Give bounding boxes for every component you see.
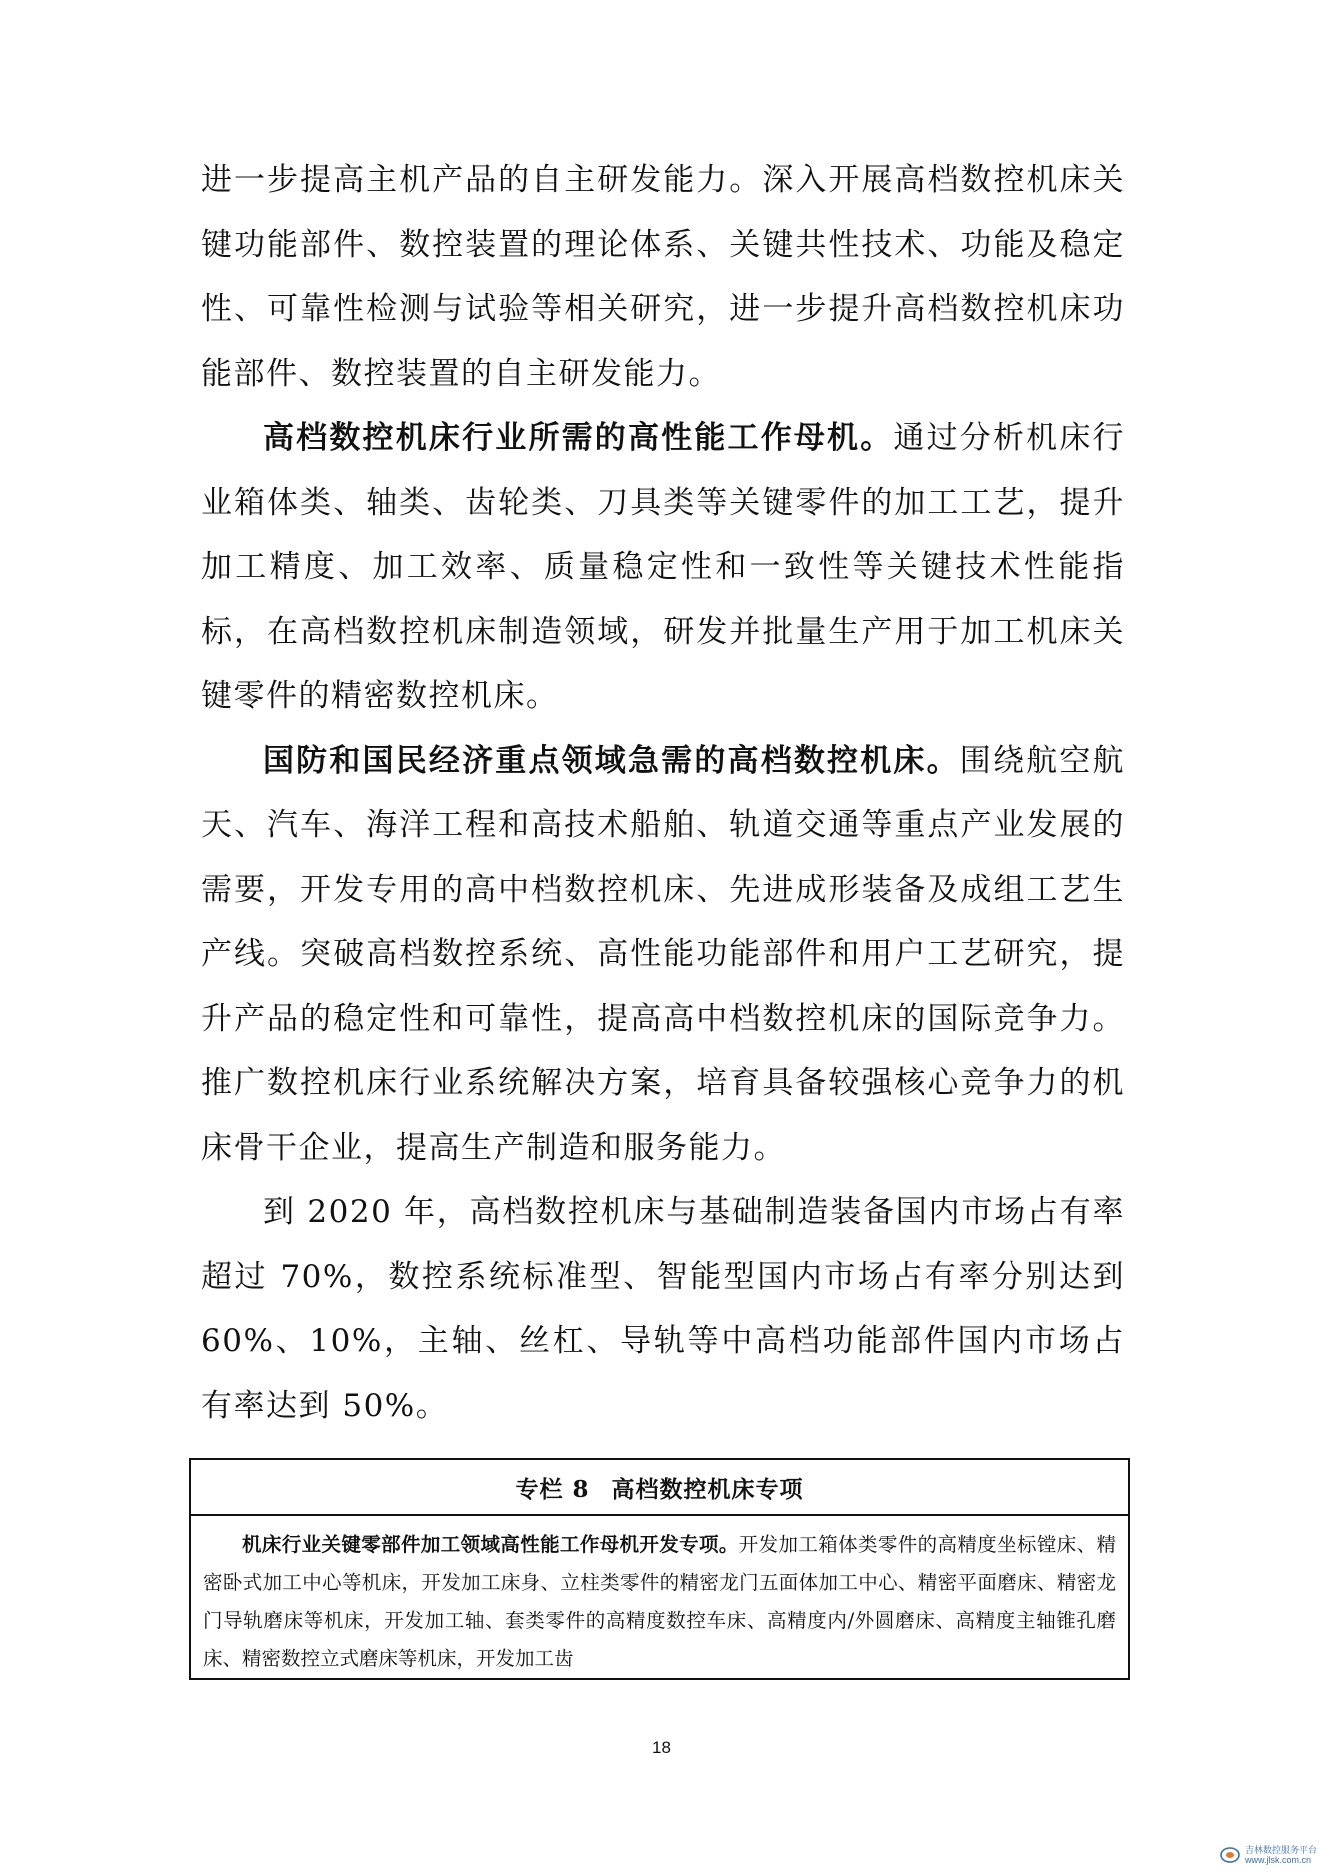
column-box-paragraph — [203, 1526, 1116, 1678]
paragraph-2-heading: 高档数控机床行业所需的高性能工作母机。 — [263, 420, 894, 456]
paragraph-1 — [201, 148, 1125, 406]
paragraph-1-text: 进一步提高主机产品的自主研发能力。深入开展高档数控机床关键功能部件、数控装置的理论体系、关键共性技术、功能及稳定性、可靠性检测与试验等相关研究，进一步提升高档数控机床功能部件、数控装置的自主研发能力。 — [201, 162, 1125, 392]
column-box-title — [191, 1460, 1128, 1516]
watermark — [1219, 1845, 1317, 1865]
paragraph-2 — [201, 406, 1125, 729]
column-box-item-heading: 机床行业关键零部件加工领域高性能工作母机开发专项。 — [242, 1533, 739, 1556]
paragraph-4 — [201, 1180, 1125, 1438]
watermark-line-2: www.jlsk.com.cn — [1244, 1855, 1311, 1865]
watermark-logo-icon — [1219, 1845, 1241, 1865]
paragraph-3-heading: 国防和国民经济重点领域急需的高档数控机床。 — [263, 742, 960, 779]
column-box — [189, 1458, 1130, 1680]
paragraph-4-text: 到 2020 年，高档数控机床与基础制造装备国内市场占有率超过 70%，数控系统标准型、智能型国内市场占有率分别达到 60%、10%，主轴、丝杠、导轨等中高档功能部件国内市场占有率达到 50%。 — [201, 1194, 1125, 1424]
column-box-body — [191, 1516, 1128, 1678]
paragraph-3 — [201, 729, 1125, 1181]
page-number: 18 — [652, 1738, 671, 1757]
paragraph-3-text: 围绕航空航天、汽车、海洋工程和高技术船舶、轨道交通等重点产业发展的需要，开发专用的高中档数控机床、先进成形装备及成组工艺生产线。突破高档数控系统、高性能功能部件和用户工艺研究，提升产品的稳定性和可靠性，提高高中档数控机床的国际竞争力。推广数控机床行业系统解决方案，培育具备较强核心竞争力的机床骨干企业，提高生产制造和服务能力。 — [201, 742, 1126, 1166]
watermark-line-1: 吉林数控服务平台 — [1244, 1845, 1317, 1855]
body-text — [201, 148, 1125, 1438]
column-box-heading: 高档数控机床专项 — [611, 1475, 804, 1503]
column-box-label: 专栏 8 — [515, 1475, 590, 1503]
paragraph-2-text: 通过分析机床行业箱体类、轴类、齿轮类、刀具类等关键零件的加工工艺，提升加工精度、加工效率、质量稳定性和一致性等关键技术性能指标，在高档数控机床制造领域，研发并批量生产用于加工机床关键零件的精密数控机床。 — [201, 420, 1126, 714]
column-box-item-text: 开发加工箱体类零件的高精度坐标镗床、精密卧式加工中心等机床，开发加工床身、立柱类零件的精密龙门五面体加工中心、精密平面磨床、精密龙门导轨磨床等机床，开发加工轴、套类零件的高精度数控车床、高精度内/外圆磨床、高精度主轴锥孔磨床、精密数控立式磨床等机床，开发加工齿 — [203, 1533, 1116, 1670]
